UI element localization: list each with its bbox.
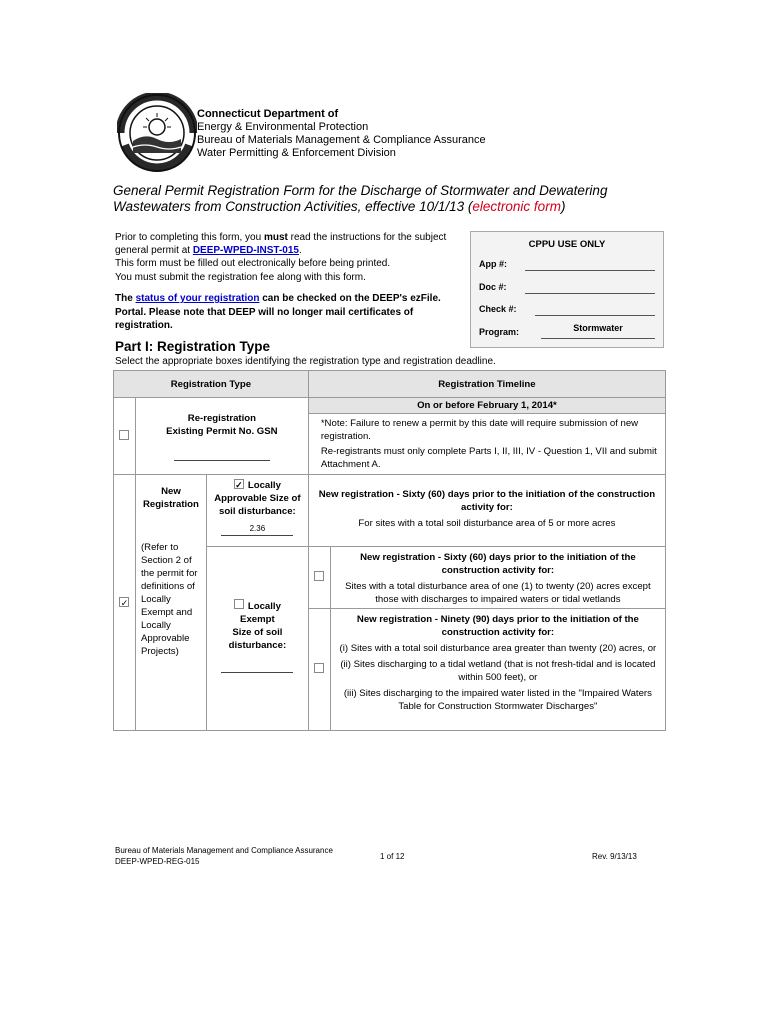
organization-header <box>197 108 486 160</box>
program-label: Program: <box>479 327 520 337</box>
locally-approvable-cell <box>206 475 308 547</box>
timeline-option-3-cell <box>330 609 665 731</box>
refer-to-section-note: (Refer to Section 2 of the permit for definitions of Locally Exempt and Locally Approvable Projects) <box>140 542 198 657</box>
part-1-instructions: Select the appropriate boxes identifying the registration type and registration deadline. <box>115 356 496 367</box>
doc-number-label: Doc #: <box>479 282 507 292</box>
intro-paragraph-2: This form must be filled out electronically before being printed. <box>115 258 391 270</box>
reregistration-checkbox[interactable] <box>119 430 129 440</box>
registration-type-header: Registration Type <box>114 371 309 398</box>
exempt-size-field[interactable] <box>221 671 293 673</box>
app-number-label: App #: <box>479 259 507 269</box>
locally-exempt-checkbox[interactable] <box>234 599 244 609</box>
timeline-option-2-cell <box>330 547 665 609</box>
revision-date: Rev. 9/13/13 <box>592 852 637 861</box>
form-title-line-1: General Permit Registration Form for the Discharge of Stormwater and Dewatering <box>113 183 608 198</box>
intro-text-a: Prior to completing this form, you <box>115 232 264 243</box>
intro-must: must <box>263 232 288 243</box>
page-number: 1 of 12 <box>380 852 405 861</box>
check-number-label: Check #: <box>479 304 517 314</box>
check-number-row <box>479 304 655 318</box>
part-1-title: Part I: Registration Type <box>115 339 271 354</box>
footer-left <box>115 845 333 867</box>
org-line-4: Water Permitting & Enforcement Division <box>197 147 396 159</box>
option-2-checkbox-cell <box>308 547 330 609</box>
locally-exempt-label-2: Exempt <box>240 614 275 625</box>
status-paragraph <box>115 292 465 333</box>
status-text-a: The <box>115 293 136 304</box>
timeline-option-1-heading: New registration - Sixty (60) days prior to the initiation of the construction activity for: <box>318 489 656 513</box>
locally-exempt-size-label: Size of soil disturbance: <box>228 627 287 651</box>
locally-exempt-cell <box>206 547 308 731</box>
timeline-option-3-item-iii: (iii) Sites discharging to the impaired water listed in the "Impaired Waters Table for Construction Stormwater Discharges" <box>343 688 652 712</box>
new-registration-cell <box>135 475 206 731</box>
timeline-option-2-checkbox[interactable] <box>314 571 324 581</box>
registration-type-table <box>113 370 666 731</box>
form-title <box>113 183 673 215</box>
reregistration-note-2: Re-registrants must only complete Parts I, II, III, IV - Question 1, VII and submit Attachment A. <box>320 446 657 470</box>
doc-number-row <box>479 282 655 296</box>
reregistration-checkbox-cell <box>114 398 136 475</box>
locally-exempt-label-1: Locally <box>247 601 281 612</box>
intro-text-c: . <box>298 245 302 257</box>
doc-number-field[interactable] <box>525 293 655 294</box>
option-3-checkbox-cell <box>308 609 330 731</box>
footer-bureau: Bureau of Materials Management and Compliance Assurance <box>115 846 333 855</box>
reregistration-note-1: *Note: Failure to renew a permit by this date will require submission of new registration. <box>320 418 639 442</box>
timeline-option-1-cell <box>308 475 665 547</box>
new-registration-checkbox-cell <box>114 475 136 731</box>
app-number-row <box>479 259 655 273</box>
cppu-use-only-box <box>470 231 664 348</box>
status-text-b: can be checked on the DEEP's ezFile. Portal. Please note that DEEP will no longer mail certificates of registration. <box>115 293 441 332</box>
approvable-size-field[interactable]: 2.36 <box>221 522 293 536</box>
program-field[interactable] <box>541 338 655 339</box>
intro-text-b: read the instructions for the subject general permit at <box>115 232 447 257</box>
new-label: New <box>161 486 181 497</box>
program-row <box>479 323 655 341</box>
org-line-3: Bureau of Materials Management & Compliance Assurance <box>197 134 486 146</box>
form-title-line-2 <box>113 199 673 215</box>
existing-permit-number-field[interactable] <box>174 459 270 461</box>
timeline-option-3-item-ii: (ii) Sites discharging to a tidal wetland (that is not fresh-tidal and is located within 500 feet), or <box>340 659 656 683</box>
app-number-field[interactable] <box>525 270 655 271</box>
form-title-prefix: Wastewaters from Construction Activities, effective 10/1/13 ( <box>113 199 473 214</box>
registration-status-link[interactable]: status of your registration <box>135 293 260 304</box>
check-number-field[interactable] <box>535 315 655 316</box>
registration-label: Registration <box>142 499 199 510</box>
timeline-option-1-text: For sites with a total soil disturbance area of 5 or more acres <box>358 518 616 529</box>
electronic-form-label: electronic form <box>472 199 561 214</box>
locally-approvable-label: Locally Approvable Size of soil disturbance: <box>214 480 301 517</box>
cppu-heading: CPPU USE ONLY <box>528 239 606 250</box>
timeline-option-3-checkbox[interactable] <box>314 663 324 673</box>
form-title-suffix: ) <box>560 199 566 214</box>
intro-paragraph-3: You must submit the registration fee along with this form. <box>115 271 366 283</box>
instructions-link[interactable]: DEEP-WPED-INST-015 <box>192 245 299 257</box>
registration-timeline-header: Registration Timeline <box>308 371 665 398</box>
program-value: Stormwater <box>573 323 623 333</box>
footer-form-code: DEEP-WPED-REG-015 <box>115 857 200 866</box>
reregistration-cell <box>135 398 308 475</box>
existing-permit-label: Existing Permit No. GSN <box>166 426 278 437</box>
intro-paragraph-1 <box>115 231 465 257</box>
timeline-option-3-item-i: (i) Sites with a total soil disturbance area greater than twenty (20) acres, or <box>339 643 657 654</box>
intro-text <box>115 231 465 284</box>
org-line-2: Energy & Environmental Protection <box>197 121 369 133</box>
timeline-option-2-heading: New registration - Sixty (60) days prior to the initiation of the construction activity for: <box>360 552 636 576</box>
reregistration-deadline: On or before February 1, 2014* <box>309 398 665 414</box>
deep-seal-logo <box>117 93 197 173</box>
timeline-option-2-text: Sites with a total disturbance area of one (1) to twenty (20) acres except those with discharges to impaired waters or tidal wetlands <box>345 581 651 605</box>
reregistration-label: Re-registration <box>187 413 256 424</box>
locally-approvable-checkbox[interactable]: ✓ <box>235 480 243 490</box>
org-line-1: Connecticut Department of <box>197 108 339 120</box>
new-registration-checkbox[interactable]: ✓ <box>120 597 129 608</box>
timeline-option-3-heading: New registration - Ninety (90) days prior to the initiation of the construction activity for: <box>356 614 639 638</box>
reregistration-timeline-cell <box>308 398 665 475</box>
